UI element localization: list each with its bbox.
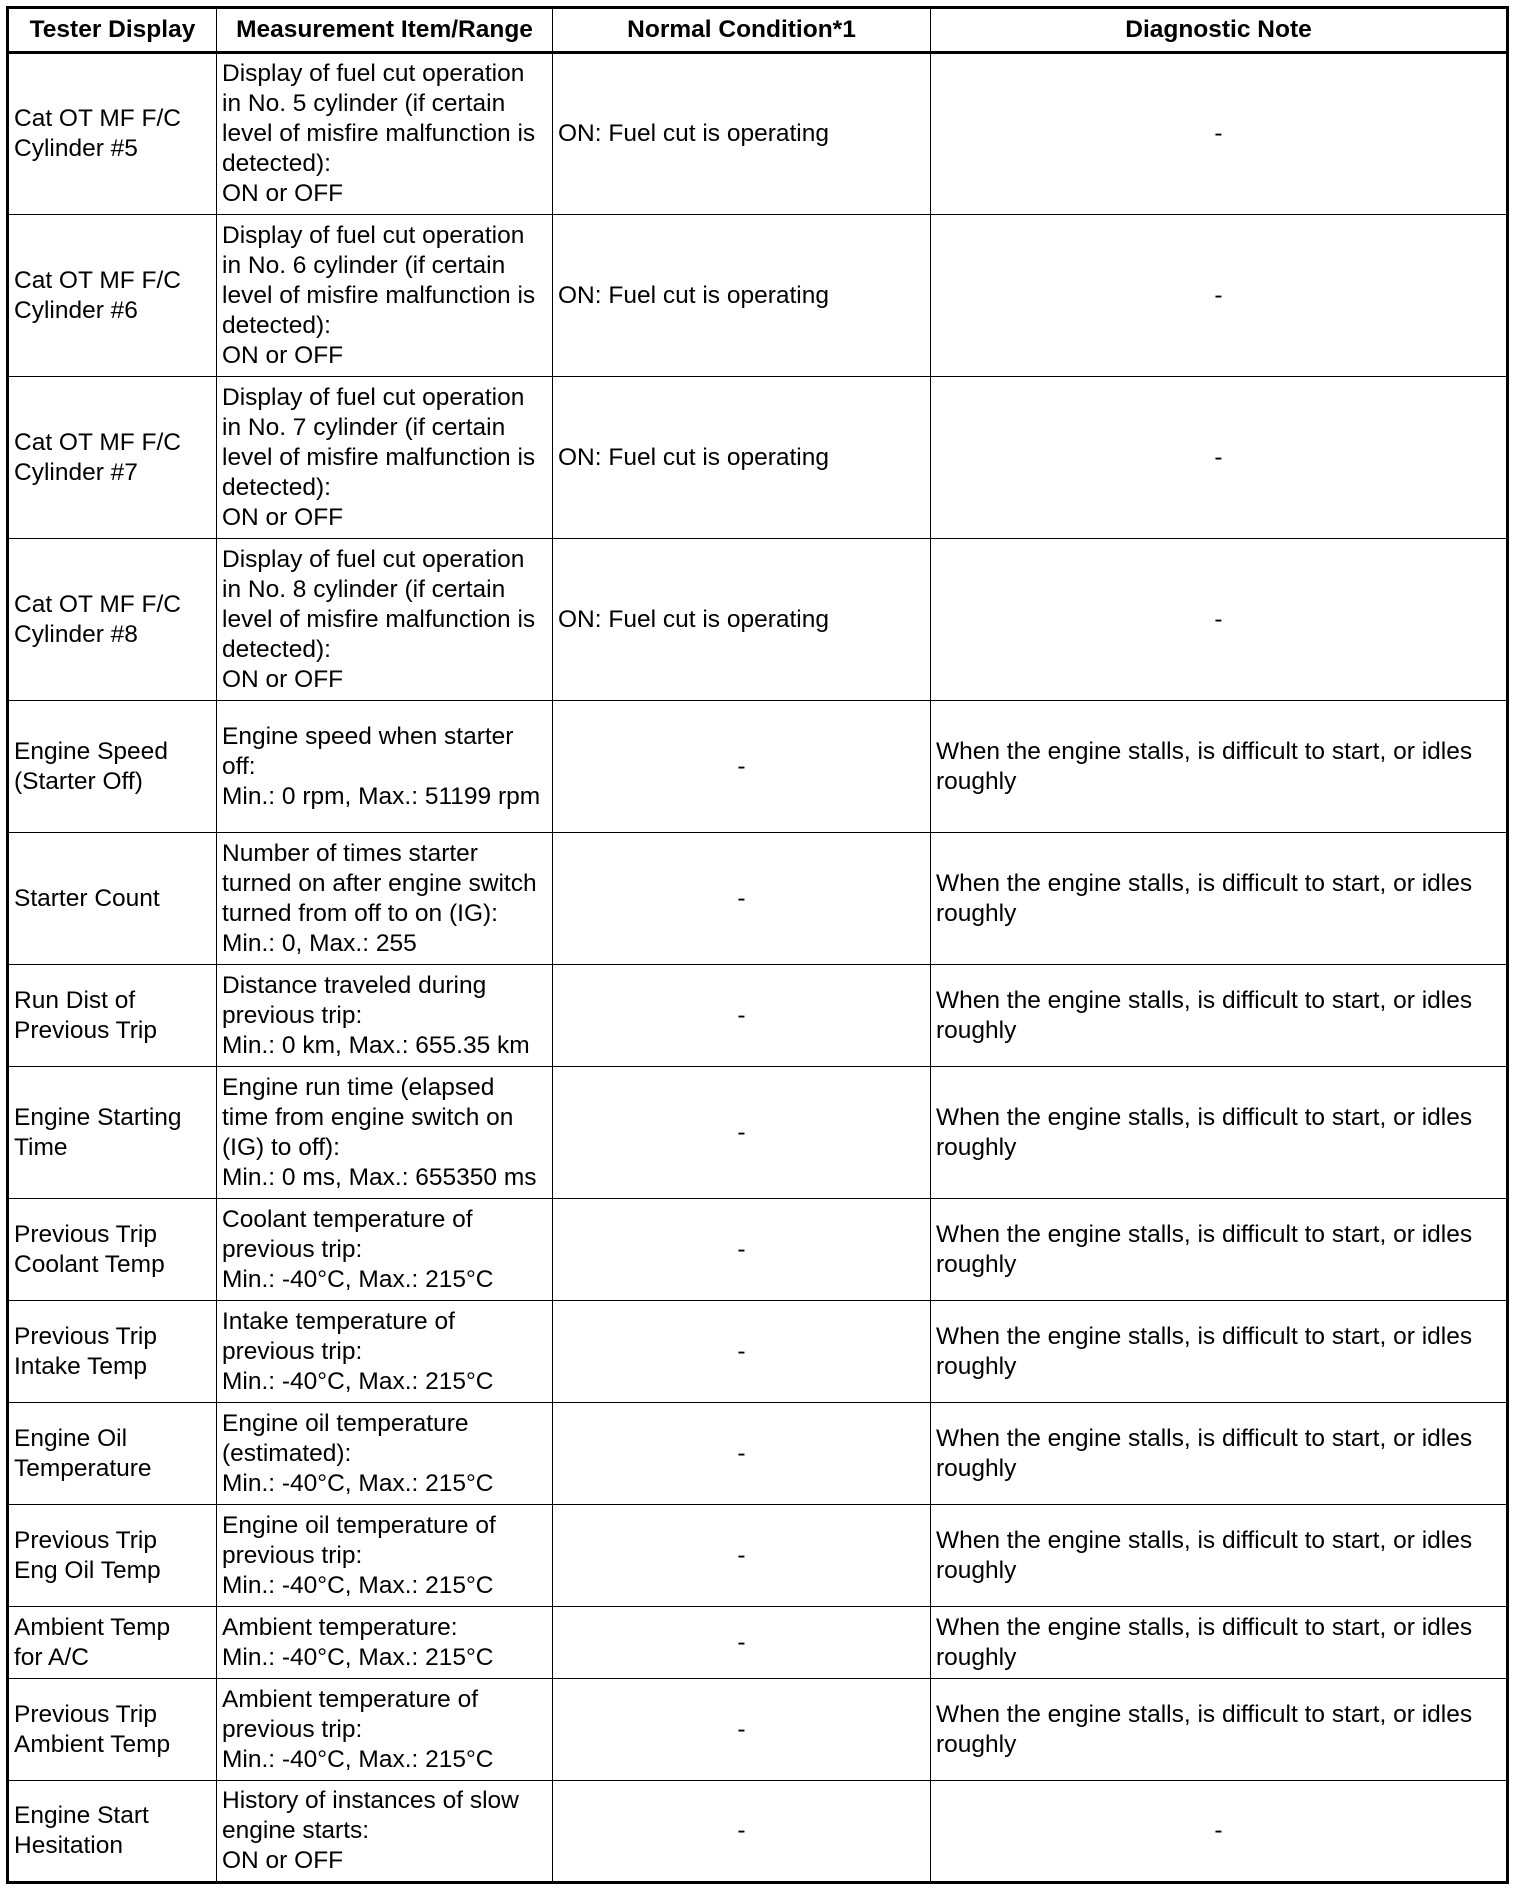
cell-tester-display: Engine Speed (Starter Off) — [8, 701, 217, 833]
cell-diagnostic-note: - — [931, 377, 1508, 539]
cell-diagnostic-note: When the engine stalls, is difficult to start, or idles roughly — [931, 1199, 1508, 1301]
cell-measurement-item: Display of fuel cut operation in No. 5 cylinder (if certain level of misfire malfunction is detected): ON or OFF — [217, 53, 553, 215]
cell-normal-condition: - — [553, 1505, 931, 1607]
table-row — [8, 965, 1508, 1067]
header-tester-display: Tester Display — [8, 8, 217, 53]
cell-normal-condition: - — [553, 701, 931, 833]
cell-diagnostic-note: When the engine stalls, is difficult to start, or idles roughly — [931, 1679, 1508, 1781]
cell-normal-condition: - — [553, 833, 931, 965]
cell-tester-display: Previous Trip Ambient Temp — [8, 1679, 217, 1781]
data-list-table — [6, 6, 1509, 1884]
table-row — [8, 701, 1508, 833]
cell-measurement-item: Display of fuel cut operation in No. 8 cylinder (if certain level of misfire malfunction is detected): ON or OFF — [217, 539, 553, 701]
cell-diagnostic-note: - — [931, 539, 1508, 701]
cell-normal-condition: ON: Fuel cut is operating — [553, 377, 931, 539]
cell-normal-condition: ON: Fuel cut is operating — [553, 215, 931, 377]
table-row — [8, 215, 1508, 377]
header-diagnostic-note: Diagnostic Note — [931, 8, 1508, 53]
cell-measurement-item: Display of fuel cut operation in No. 6 cylinder (if certain level of misfire malfunction is detected): ON or OFF — [217, 215, 553, 377]
cell-measurement-item: Ambient temperature: Min.: -40°C, Max.: 215°C — [217, 1607, 553, 1679]
cell-diagnostic-note: When the engine stalls, is difficult to start, or idles roughly — [931, 833, 1508, 965]
cell-measurement-item: Display of fuel cut operation in No. 7 cylinder (if certain level of misfire malfunction is detected): ON or OFF — [217, 377, 553, 539]
cell-measurement-item: Engine speed when starter off: Min.: 0 rpm, Max.: 51199 rpm — [217, 701, 553, 833]
cell-measurement-item: Engine oil temperature of previous trip: Min.: -40°C, Max.: 215°C — [217, 1505, 553, 1607]
cell-measurement-item: Engine oil temperature (estimated): Min.: -40°C, Max.: 215°C — [217, 1403, 553, 1505]
table-row — [8, 539, 1508, 701]
cell-tester-display: Previous Trip Coolant Temp — [8, 1199, 217, 1301]
cell-normal-condition: ON: Fuel cut is operating — [553, 539, 931, 701]
table-row — [8, 53, 1508, 215]
cell-measurement-item: Intake temperature of previous trip: Min.: -40°C, Max.: 215°C — [217, 1301, 553, 1403]
cell-measurement-item: History of instances of slow engine starts: ON or OFF — [217, 1781, 553, 1883]
table-row — [8, 1403, 1508, 1505]
cell-diagnostic-note: - — [931, 53, 1508, 215]
table-body — [8, 53, 1508, 1883]
cell-tester-display: Previous Trip Eng Oil Temp — [8, 1505, 217, 1607]
header-normal-condition: Normal Condition*1 — [553, 8, 931, 53]
table-row — [8, 833, 1508, 965]
cell-tester-display: Starter Count — [8, 833, 217, 965]
cell-normal-condition: ON: Fuel cut is operating — [553, 53, 931, 215]
table-row — [8, 1505, 1508, 1607]
table-row — [8, 1781, 1508, 1883]
cell-diagnostic-note: When the engine stalls, is difficult to start, or idles roughly — [931, 1067, 1508, 1199]
cell-normal-condition: - — [553, 965, 931, 1067]
cell-measurement-item: Coolant temperature of previous trip: Min.: -40°C, Max.: 215°C — [217, 1199, 553, 1301]
cell-tester-display: Ambient Temp for A/C — [8, 1607, 217, 1679]
cell-tester-display: Cat OT MF F/C Cylinder #5 — [8, 53, 217, 215]
cell-tester-display: Cat OT MF F/C Cylinder #8 — [8, 539, 217, 701]
table-row — [8, 1679, 1508, 1781]
cell-normal-condition: - — [553, 1403, 931, 1505]
cell-tester-display: Cat OT MF F/C Cylinder #6 — [8, 215, 217, 377]
table-row — [8, 1199, 1508, 1301]
cell-normal-condition: - — [553, 1679, 931, 1781]
cell-tester-display: Run Dist of Previous Trip — [8, 965, 217, 1067]
cell-tester-display: Previous Trip Intake Temp — [8, 1301, 217, 1403]
cell-diagnostic-note: When the engine stalls, is difficult to start, or idles roughly — [931, 1505, 1508, 1607]
cell-diagnostic-note: When the engine stalls, is difficult to start, or idles roughly — [931, 1403, 1508, 1505]
cell-diagnostic-note: When the engine stalls, is difficult to start, or idles roughly — [931, 1607, 1508, 1679]
cell-normal-condition: - — [553, 1301, 931, 1403]
cell-tester-display: Engine Start Hesitation — [8, 1781, 217, 1883]
cell-measurement-item: Ambient temperature of previous trip: Min.: -40°C, Max.: 215°C — [217, 1679, 553, 1781]
cell-diagnostic-note: When the engine stalls, is difficult to start, or idles roughly — [931, 1301, 1508, 1403]
cell-diagnostic-note: - — [931, 1781, 1508, 1883]
cell-tester-display: Engine Oil Temperature — [8, 1403, 217, 1505]
cell-measurement-item: Number of times starter turned on after engine switch turned from off to on (IG): Min.: 0, Max.: 255 — [217, 833, 553, 965]
cell-tester-display: Engine Starting Time — [8, 1067, 217, 1199]
cell-diagnostic-note: - — [931, 215, 1508, 377]
header-row — [8, 8, 1508, 53]
cell-normal-condition: - — [553, 1781, 931, 1883]
table-header — [8, 8, 1508, 53]
cell-normal-condition: - — [553, 1607, 931, 1679]
cell-tester-display: Cat OT MF F/C Cylinder #7 — [8, 377, 217, 539]
cell-diagnostic-note: When the engine stalls, is difficult to start, or idles roughly — [931, 701, 1508, 833]
cell-diagnostic-note: When the engine stalls, is difficult to start, or idles roughly — [931, 965, 1508, 1067]
table-row — [8, 1607, 1508, 1679]
cell-measurement-item: Distance traveled during previous trip: Min.: 0 km, Max.: 655.35 km — [217, 965, 553, 1067]
table-row — [8, 1301, 1508, 1403]
cell-measurement-item: Engine run time (elapsed time from engine switch on (IG) to off): Min.: 0 ms, Max.: 655350 ms — [217, 1067, 553, 1199]
table-row — [8, 1067, 1508, 1199]
cell-normal-condition: - — [553, 1067, 931, 1199]
header-measurement-item: Measurement Item/Range — [217, 8, 553, 53]
table-row — [8, 377, 1508, 539]
cell-normal-condition: - — [553, 1199, 931, 1301]
